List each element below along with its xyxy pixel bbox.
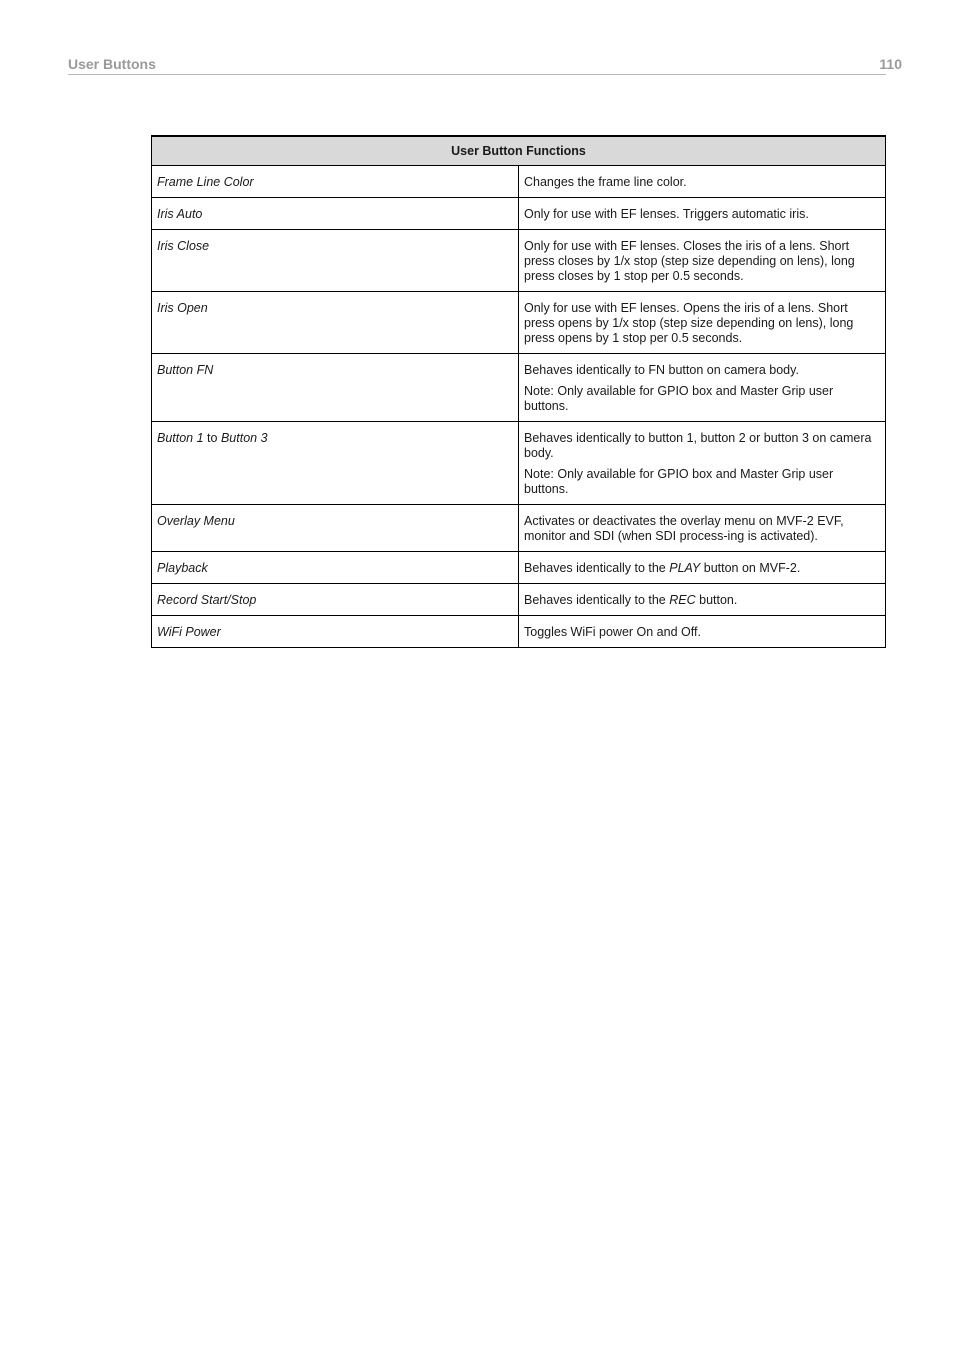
section-title: User Buttons — [68, 56, 156, 72]
table-row — [152, 616, 886, 648]
table-row — [152, 505, 886, 552]
function-description-cell — [519, 292, 886, 354]
table-row — [152, 584, 886, 616]
function-description-cell — [519, 230, 886, 292]
function-description-cell — [519, 354, 886, 422]
function-description-end: button. — [695, 593, 738, 607]
function-name: Playback — [157, 561, 208, 575]
function-description: Only for use with EF lenses. Closes the iris of a lens. Short press closes by 1/x stop (step size depending on lens), long press closes by 1 stop per 0.5 seconds. — [524, 239, 855, 283]
table-row — [152, 292, 886, 354]
function-name-cell — [152, 354, 519, 422]
table-row — [152, 166, 886, 198]
table-row — [152, 422, 886, 505]
function-name-cell — [152, 166, 519, 198]
function-description-cell — [519, 166, 886, 198]
table-row — [152, 230, 886, 292]
function-description-start: Behaves identically to the — [524, 561, 670, 575]
function-description: Toggles WiFi power On and Off. — [524, 625, 701, 639]
function-name: Iris Close — [157, 239, 210, 253]
function-description: Behaves identically to FN button on camera body. — [524, 363, 799, 377]
user-button-functions-table — [151, 135, 886, 648]
button-name-play: PLAY — [669, 561, 701, 575]
table-title: User Button Functions — [152, 136, 886, 166]
table-row — [152, 552, 886, 584]
function-description-start: Behaves identically to the — [524, 593, 670, 607]
function-description: Changes the frame line color. — [524, 175, 687, 189]
table-row — [152, 198, 886, 230]
function-description-cell — [519, 505, 886, 552]
function-name-join: to — [203, 431, 221, 445]
function-description: Behaves identically to button 1, button 2 or button 3 on camera body. — [524, 431, 872, 460]
function-name-cell — [152, 422, 519, 505]
function-description: Only for use with EF lenses. Opens the iris of a lens. Short press opens by 1/x stop (step size depending on lens), long press opens by 1 stop per 0.5 seconds. — [524, 301, 854, 345]
function-name: Iris Open — [157, 301, 208, 315]
function-name: Iris Auto — [157, 207, 203, 221]
table-header-row — [152, 136, 886, 166]
function-description-cell — [519, 616, 886, 648]
function-name: Button FN — [157, 363, 214, 377]
page-number: 110 — [879, 56, 902, 72]
function-name: WiFi Power — [157, 625, 221, 639]
function-name-cell — [152, 292, 519, 354]
button-name-rec: REC — [669, 593, 696, 607]
function-name: Record Start/Stop — [157, 593, 257, 607]
function-name-cell — [152, 584, 519, 616]
function-name-cell — [152, 505, 519, 552]
function-note: Note: Only available for GPIO box and Master Grip user buttons. — [524, 467, 834, 496]
function-description-cell — [519, 198, 886, 230]
function-name-cell — [152, 198, 519, 230]
function-name: Overlay Menu — [157, 514, 235, 528]
function-description-cell — [519, 422, 886, 505]
function-name-cell — [152, 230, 519, 292]
function-note: Note: Only available for GPIO box and Master Grip user buttons. — [524, 384, 834, 413]
function-name-end: Button 3 — [220, 431, 268, 445]
function-name: Frame Line Color — [157, 175, 254, 189]
function-description-cell — [519, 584, 886, 616]
function-description-cell — [519, 552, 886, 584]
function-name-cell — [152, 552, 519, 584]
header-divider — [68, 74, 886, 75]
function-description: Only for use with EF lenses. Triggers automatic iris. — [524, 207, 809, 221]
function-name-cell — [152, 616, 519, 648]
table-row — [152, 354, 886, 422]
function-name-start: Button 1 — [157, 431, 204, 445]
page-header — [68, 55, 902, 75]
function-description-end: button on MVF-2. — [700, 561, 801, 575]
function-description: Activates or deactivates the overlay menu on MVF-2 EVF, monitor and SDI (when SDI process-ing is activated). — [524, 514, 844, 543]
